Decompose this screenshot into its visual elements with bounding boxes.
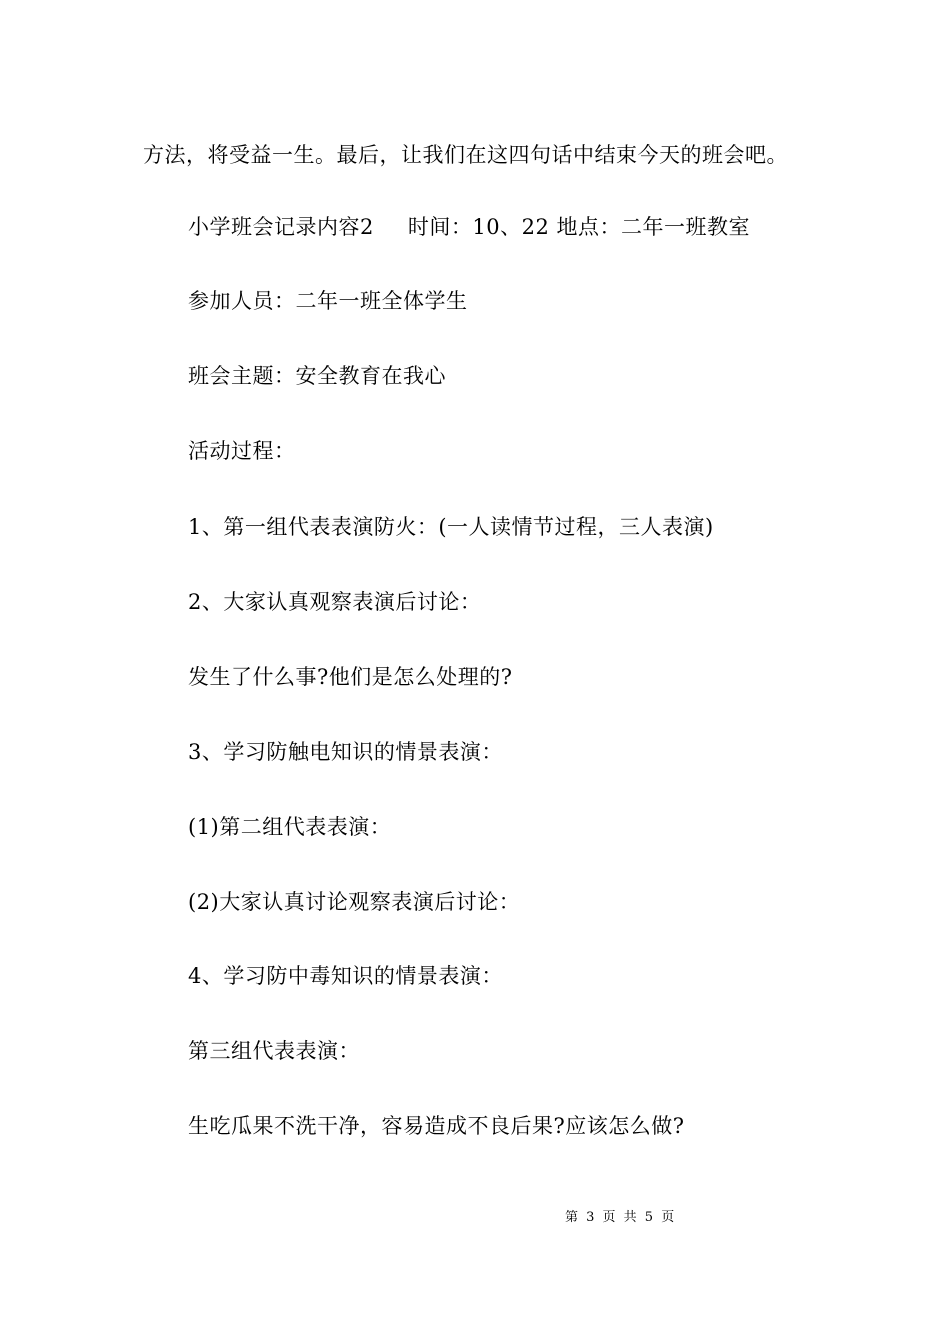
record-heading	[188, 213, 750, 241]
paragraph-line: 2、大家认真观察表演后讨论：	[188, 590, 482, 614]
paragraph-line: 方法，将受益一生。最后，让我们在这四句话中结束今天的班会吧。	[143, 143, 788, 167]
participants-line: 参加人员：二年一班全体学生	[188, 289, 468, 313]
paragraph-line: 4、学习防中毒知识的情景表演：	[188, 964, 503, 988]
process-heading: 活动过程：	[188, 439, 296, 463]
paragraph-line: 3、学习防触电知识的情景表演：	[188, 740, 503, 764]
paragraph-line: 生吃瓜果不洗干净，容易造成不良后果?应该怎么做?	[188, 1114, 685, 1138]
paragraph-line: (1)第二组代表表演：	[188, 815, 392, 839]
paragraph-line: 第三组代表表演：	[188, 1039, 360, 1063]
paragraph-line: 1、第一组代表表演防火：(一人读情节过程，三人表演)	[188, 515, 714, 539]
paragraph-line: 发生了什么事?他们是怎么处理的?	[188, 665, 513, 689]
theme-line: 班会主题：安全教育在我心	[188, 364, 446, 388]
record-title: 小学班会记录内容2	[188, 215, 374, 239]
page-number-footer: 第 3 页 共 5 页	[565, 1210, 675, 1225]
record-time: 时间：10、22	[407, 215, 550, 239]
record-place: 地点：二年一班教室	[556, 215, 751, 239]
paragraph-line: (2)大家认真讨论观察表演后讨论：	[188, 890, 521, 914]
